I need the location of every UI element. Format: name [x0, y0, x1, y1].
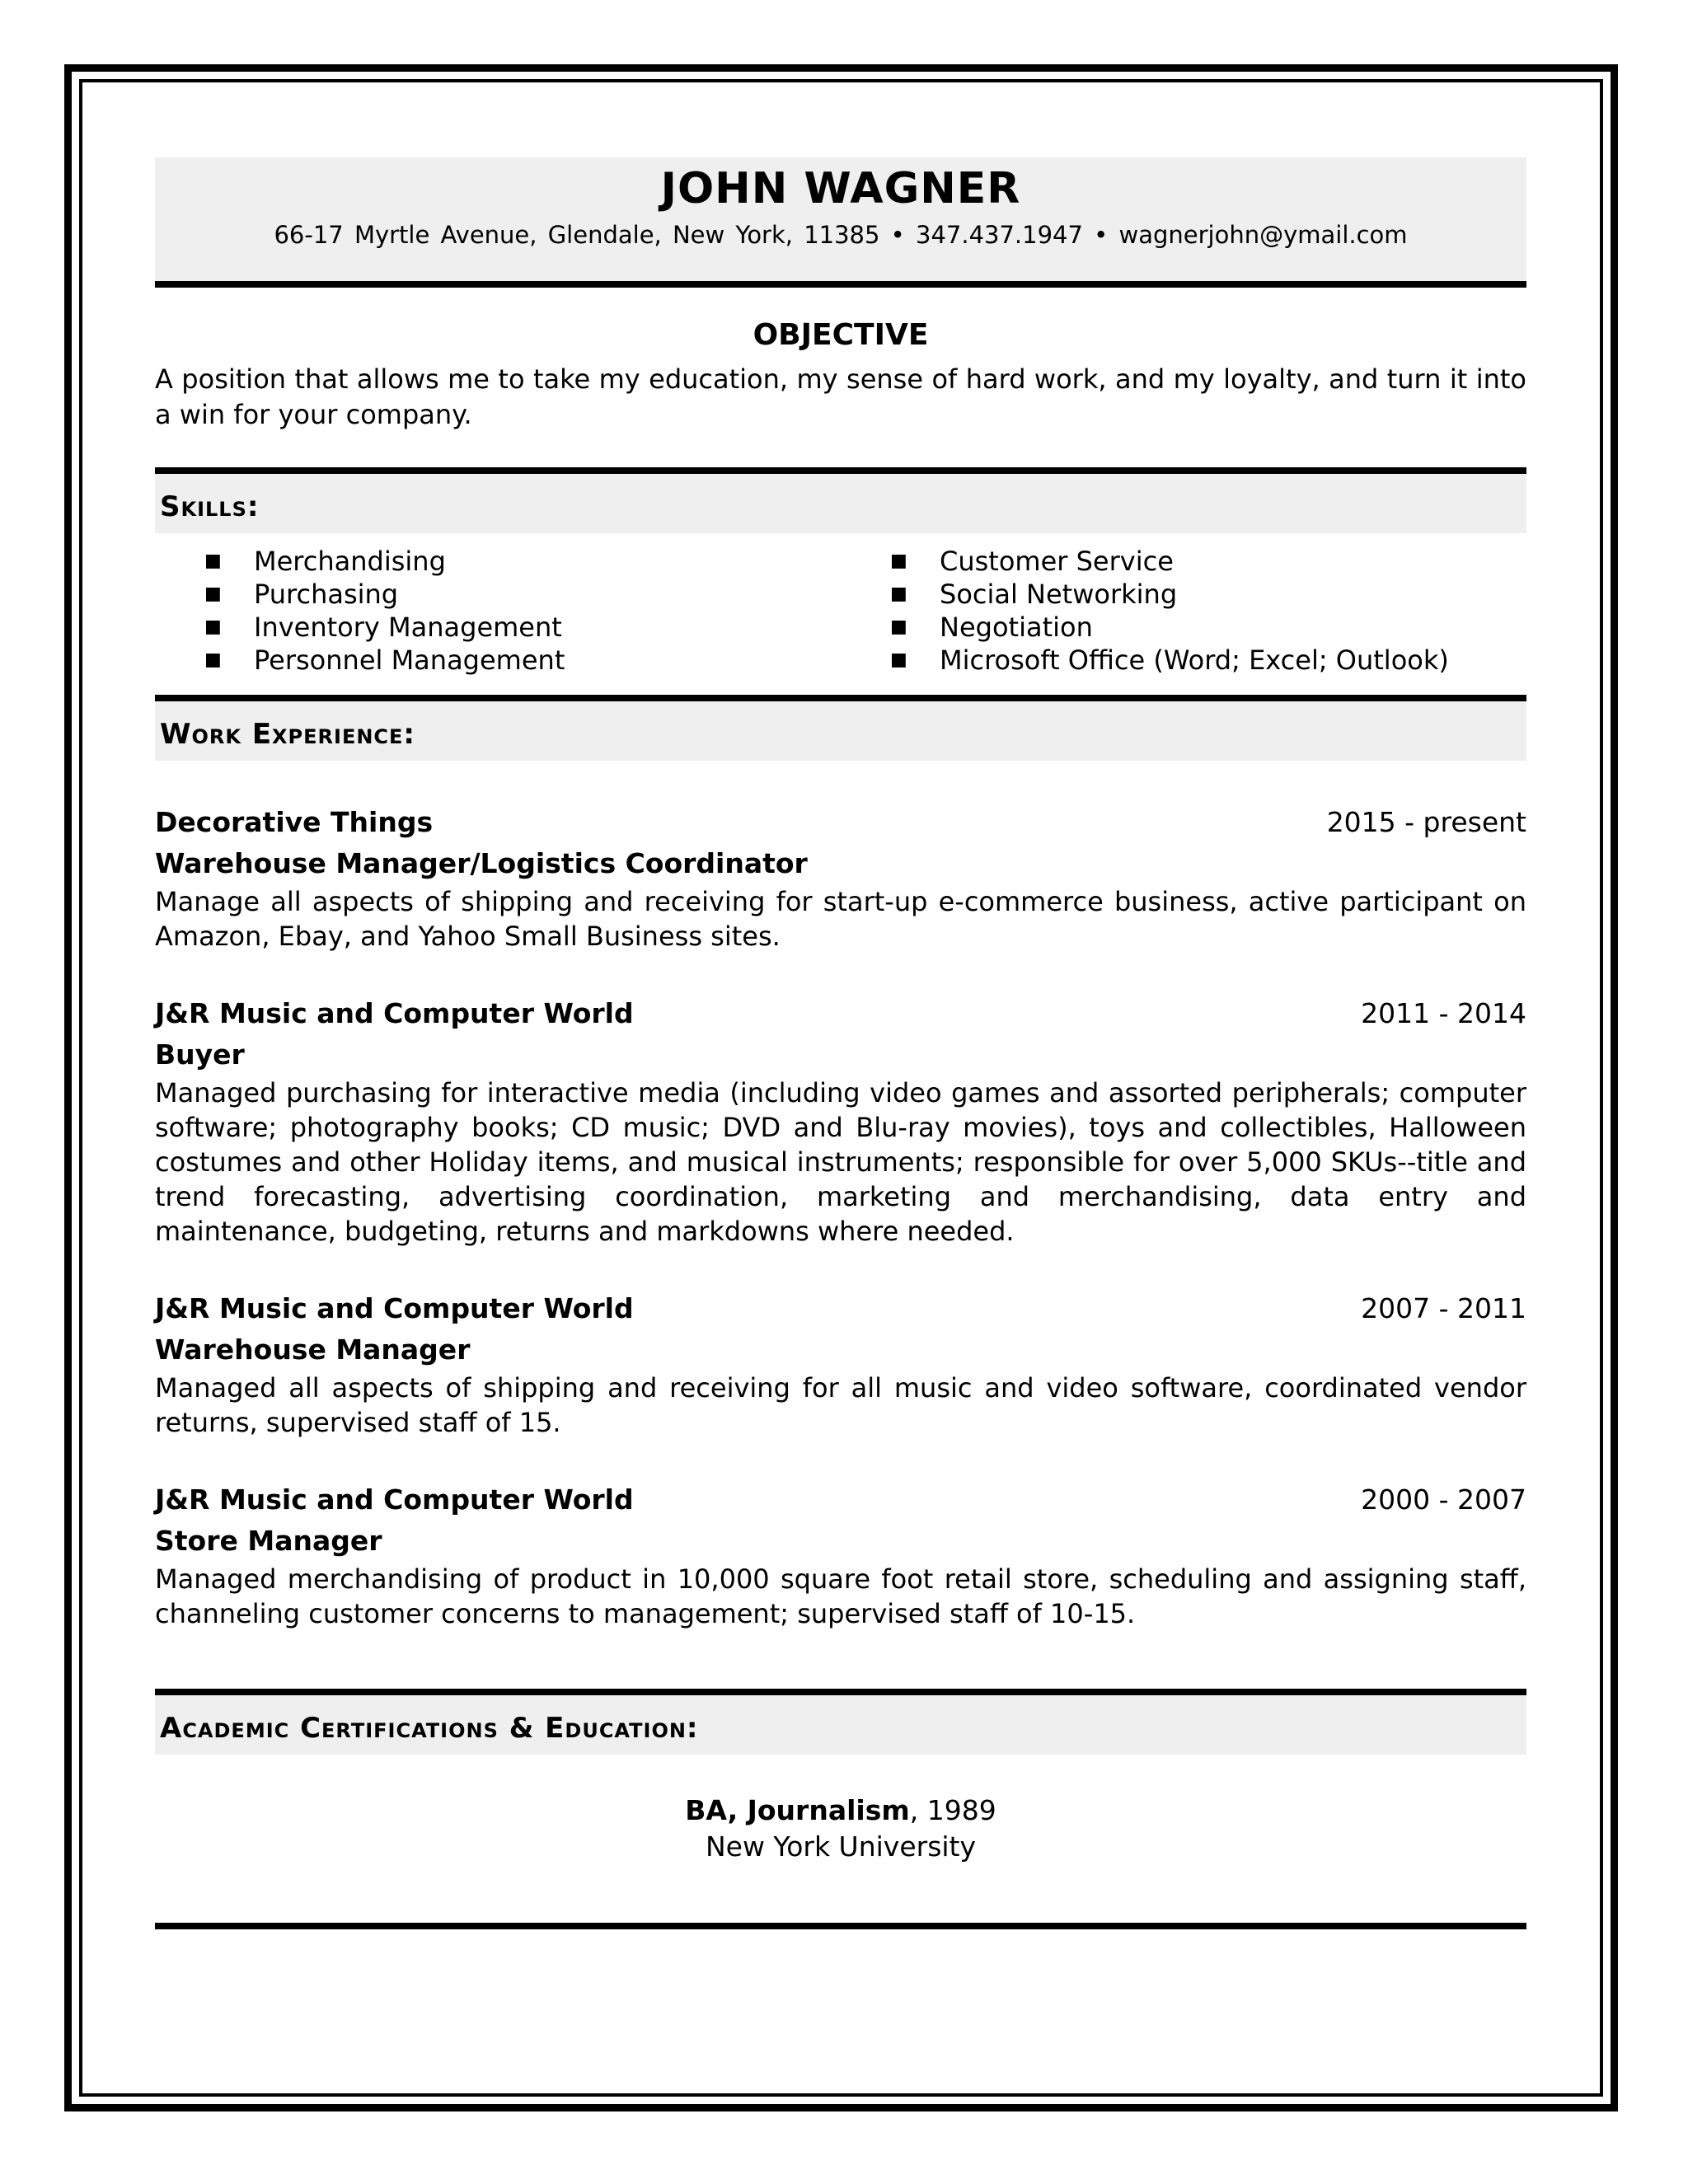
list-item: ■ Customer Service: [890, 546, 1174, 577]
job-description: Managed merchandising of product in 10,000 square foot retail store, scheduling and assigning staff, channeling customer concerns to management; supervised staff of 10-15.: [155, 1563, 1526, 1629]
job-title: Buyer: [155, 1038, 245, 1071]
divider-rule: [155, 1923, 1526, 1929]
work-experience-list: [155, 802, 1526, 1631]
objective-text: A position that allows me to take my education, my sense of hard work, and my loyalty, and turn it into a win for your company.: [155, 363, 1526, 430]
job-employer: J&R Music and Computer World: [155, 1292, 634, 1324]
contact-line: 66-17 Myrtle Avenue, Glendale, New York, 11385 • 347.437.1947 • wagnerjohn@ymail.com: [274, 221, 1408, 249]
list-item: ■ Negotiation: [890, 612, 1093, 643]
degree: BA, Journalism: [685, 1794, 910, 1826]
job-description: Manage all aspects of shipping and receiving for start-up e-commerce business, active participant on Amazon, Ebay, and Yahoo Small Business sites.: [155, 886, 1526, 952]
education-entry: [155, 1793, 1526, 1865]
square-bullet-icon: ■: [204, 616, 222, 637]
skills-column-left: [155, 545, 841, 677]
school-name: New York University: [705, 1830, 977, 1863]
work-experience-heading: Work Experience:: [155, 701, 1526, 761]
square-bullet-icon: ■: [204, 551, 222, 571]
job-title: Warehouse Manager: [155, 1333, 471, 1366]
divider-rule: [155, 467, 1526, 474]
square-bullet-icon: ■: [204, 649, 222, 670]
candidate-name: JOHN WAGNER: [660, 164, 1021, 213]
job-description: Managed purchasing for interactive media (including video games and assorted peripherals; computer software; photography books; CD music; DVD and Blu-ray movies), toys and collectibles, Halloween costumes and other Holiday items, and musical instruments; responsible for over 5,000 SKUs--title and trend forecasting, advertising coordination, marketing and merchandising, data entry and maintenance, budgeting, returns and markdowns where needed.: [155, 1077, 1526, 1247]
square-bullet-icon: ■: [890, 583, 907, 604]
square-bullet-icon: ■: [890, 649, 907, 670]
resume-content: [155, 157, 1526, 1929]
job-employer: J&R Music and Computer World: [155, 997, 634, 1029]
list-item: ■ Personnel Management: [204, 644, 565, 676]
job-dates: 2011 - 2014: [1361, 997, 1526, 1029]
job-entry: [155, 993, 1526, 1249]
objective-heading: OBJECTIVE: [753, 318, 929, 352]
divider-rule: [155, 695, 1526, 701]
degree-year: , 1989: [909, 1794, 996, 1826]
education-heading: Academic Certifications & Education:: [155, 1695, 1526, 1755]
job-employer: Decorative Things: [155, 806, 434, 838]
divider-rule: [155, 281, 1526, 288]
resume-header: [155, 157, 1526, 281]
skills-column-right: [841, 545, 1526, 677]
skills-heading: Skills:: [155, 474, 1526, 533]
job-dates: 2007 - 2011: [1361, 1292, 1526, 1324]
job-dates: 2000 - 2007: [1361, 1483, 1526, 1516]
list-item: ■ Inventory Management: [204, 612, 562, 643]
job-entry: [155, 1288, 1526, 1440]
job-dates: 2015 - present: [1326, 806, 1526, 838]
square-bullet-icon: ■: [890, 551, 907, 571]
list-item: ■ Merchandising: [204, 546, 446, 577]
job-employer: J&R Music and Computer World: [155, 1483, 634, 1516]
square-bullet-icon: ■: [890, 616, 907, 637]
skills-list: [155, 533, 1526, 677]
job-entry: [155, 802, 1526, 954]
list-item: ■ Purchasing: [204, 579, 399, 610]
square-bullet-icon: ■: [204, 583, 222, 604]
divider-rule: [155, 1689, 1526, 1695]
list-item: ■ Social Networking: [890, 579, 1178, 610]
job-title: Warehouse Manager/Logistics Coordinator: [155, 847, 808, 879]
list-item: ■ Microsoft Office (Word; Excel; Outlook): [890, 644, 1449, 676]
job-title: Store Manager: [155, 1525, 382, 1557]
job-entry: [155, 1479, 1526, 1631]
job-description: Managed all aspects of shipping and receiving for all music and video software, coordinated vendor returns, supervised staff of 15.: [155, 1372, 1526, 1438]
